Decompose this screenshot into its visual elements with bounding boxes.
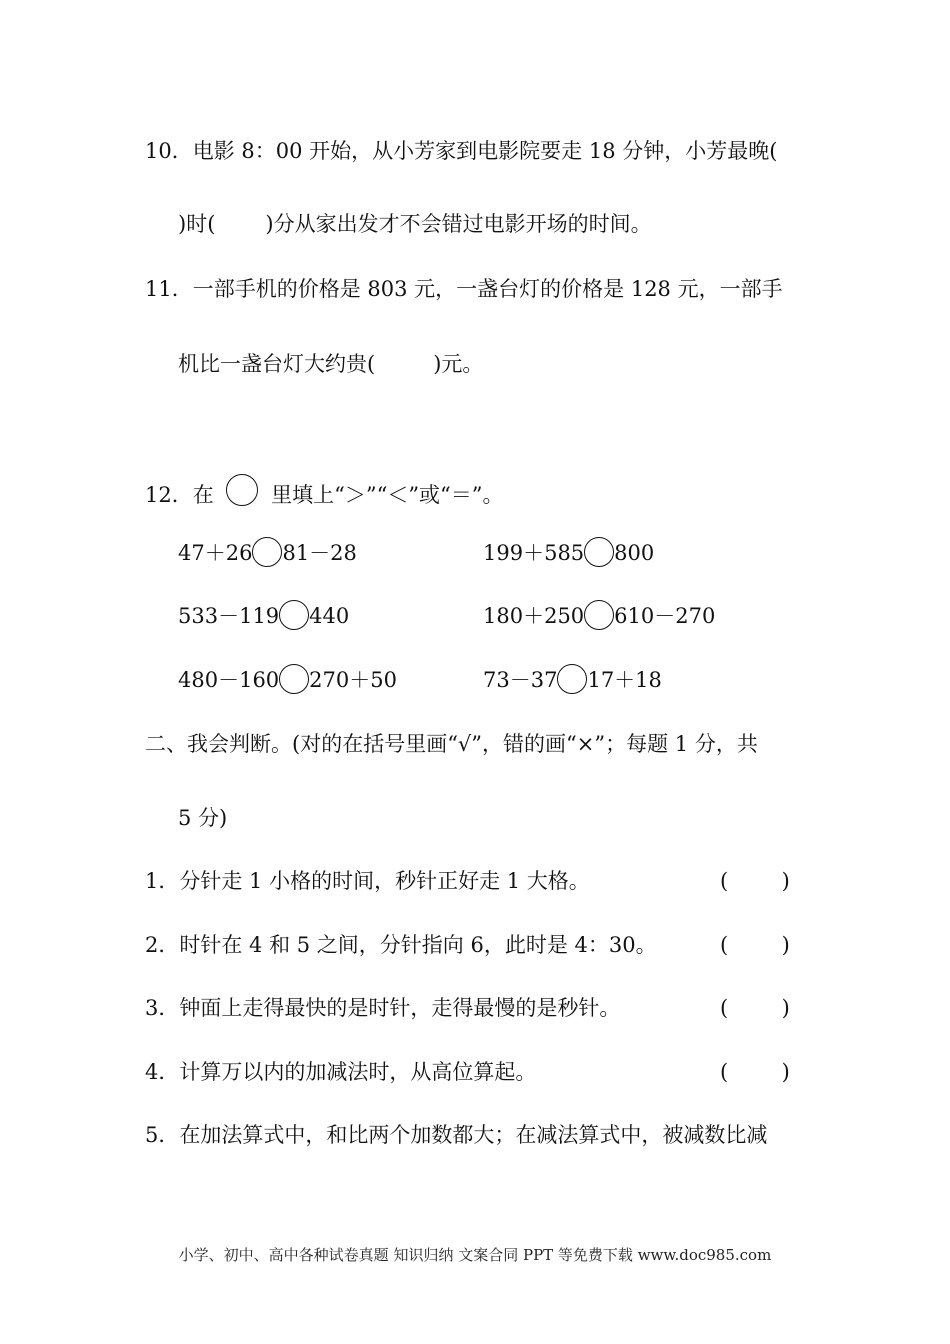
expression: 81－28 [282,541,357,565]
section2-heading-line1: 二、我会判断。(对的在括号里画“√”，错的画“×”；每题 1 分，共 [145,732,758,756]
expression: 17＋18 [587,668,662,692]
q10-line2-part2: )分从家出发才不会错过电影开场的时间。 [265,212,652,236]
expression: 199＋585 [483,541,585,565]
compare-circle[interactable] [279,600,309,630]
q12-row2-right [483,600,715,630]
q11-line1: 11．一部手机的价格是 803 元，一盏台灯的价格是 128 元，一部手 [145,277,783,301]
q11-line2 [178,350,483,378]
q10-line1: 10．电影 8：00 开始，从小芳家到电影院要走 18 分钟，小芳最晚( [145,139,778,163]
compare-circle[interactable] [279,664,309,694]
q12-row3-left [178,664,397,694]
expression: 270＋50 [309,668,397,692]
judge-answer-4[interactable]: ( ) [720,1060,790,1084]
judge-item-5: 5．在加法算式中，和比两个加数都大；在减法算式中，被减数比减 [145,1123,768,1147]
q12-row3-right [483,664,662,694]
judge-item-3: 3．钟面上走得最快的是时针，走得最慢的是秒针。 [145,996,621,1020]
expression: 73－37 [483,668,558,692]
q12-row2-left [178,600,349,630]
q11-line2-part1: 机比一盏台灯大约贵( [178,352,376,376]
expression: 610－270 [614,604,716,628]
expression: 800 [614,541,655,565]
judge-answer-2[interactable]: ( ) [720,933,790,957]
q12-row1-right [483,537,654,567]
judge-answer-3[interactable]: ( ) [720,996,790,1020]
compare-circle[interactable] [584,600,614,630]
expression: 440 [309,604,350,628]
q10-line2 [178,210,652,238]
section2-heading-line2: 5 分) [178,806,228,830]
expression: 480－160 [178,668,280,692]
judge-item-2: 2．时针在 4 和 5 之间，分针指向 6，此时是 4：30。 [145,933,657,957]
judge-answer-1[interactable]: ( ) [720,869,790,893]
judge-item-4: 4．计算万以内的加减法时，从高位算起。 [145,1060,537,1084]
footer-banner: 小学、初中、高中各种试卷真题 知识归纳 文案合同 PPT 等免费下载 www.doc985.com [178,1246,772,1264]
q12-prefix: 12．在 [145,483,214,507]
q12-suffix: 里填上“＞”“＜”或“＝”。 [271,483,504,507]
expression: 180＋250 [483,604,585,628]
q10-line2-part1: )时( [178,212,216,236]
compare-circle[interactable] [557,664,587,694]
circle-icon [226,474,258,506]
compare-circle[interactable] [252,537,282,567]
q12-instruction [145,474,504,509]
expression: 47＋26 [178,541,253,565]
expression: 533－119 [178,604,280,628]
q12-row1-left [178,537,357,567]
compare-circle[interactable] [584,537,614,567]
judge-item-1: 1．分针走 1 小格的时间，秒针正好走 1 大格。 [145,869,590,893]
q11-line2-part2: )元。 [433,352,484,376]
